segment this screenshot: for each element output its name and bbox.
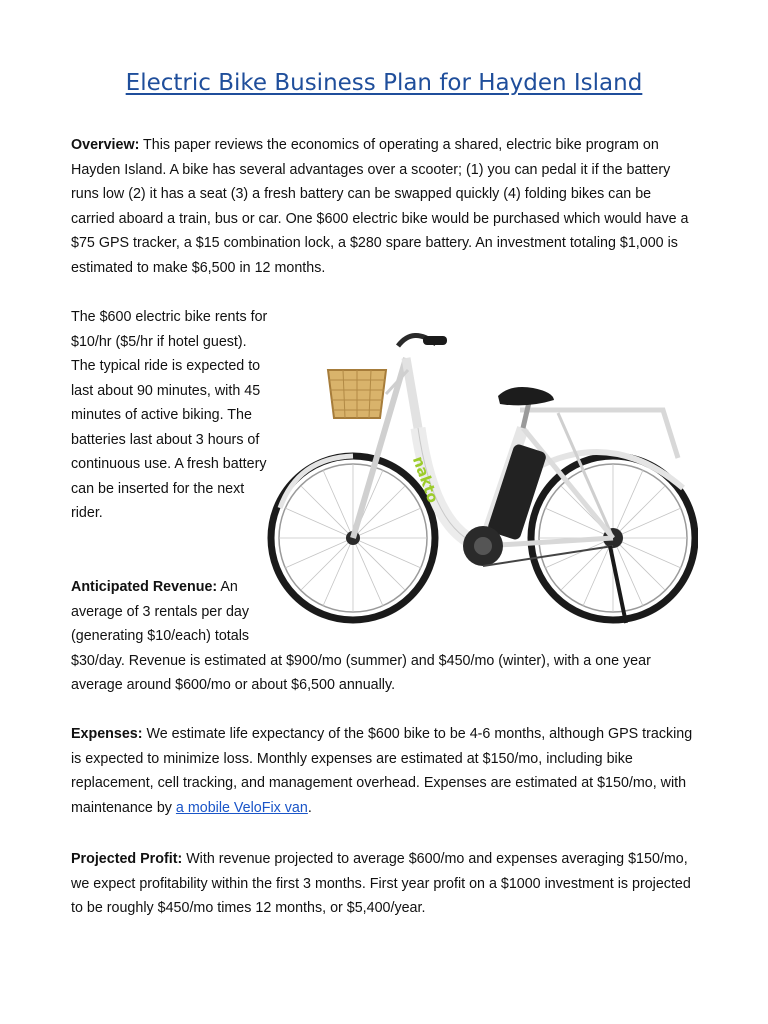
bike-rental-paragraph: The $600 electric bike rents for $10/hr ($5/hr if hotel guest). The typical ride is expected to last about 90 minutes, with 45 minutes of active biking. The batteries last about 3 hours of continuous use. A fresh battery can be inserted for the next rider. [71,309,268,521]
profit-paragraph [71,847,696,921]
velofix-link[interactable]: a mobile VeloFix van [175,799,308,816]
revenue-intro [71,575,266,649]
revenue-paragraph [71,575,696,698]
overview-paragraph [71,133,696,280]
overview-text: This paper reviews the economics of operating a shared, electric bike program on Hayden Island. A bike has several advantages over a scooter; (1) you can pedal it if the battery runs low (2) it has a seat (3) a fresh battery can be swapped quickly (4) folding bikes can be carried aboard a train, bus or car. One $600 electric bike would be purchased which would have a $75 GPS tracker, a $15 combination lock, a $280 spare battery. An investment totaling $1,000 is estimated to make $6,500 in 12 months. [71,137,689,276]
revenue-text-rest: $30/day. Revenue is estimated at $900/mo (summer) and $450/mo (winter), with a one year average around $600/mo or about $6,500 annually. [71,652,651,693]
expenses-heading: Expenses: [71,726,143,742]
saddle [498,387,554,405]
revenue-heading: Anticipated Revenue: [71,579,218,595]
expenses-text-after: . [307,799,312,816]
expenses-paragraph [71,722,696,820]
profit-text: With revenue projected to average $600/mo and expenses averaging $150/mo, we expect profitability within the first 3 months. First year profit on a $1000 investment is projected to be roughly $450/mo times 12 months, or $5,400/year. [71,851,691,916]
brand-label: nakto [408,453,443,506]
revenue-text-narrow: An average of 3 rentals per day (generating $10/each) totals [71,579,250,644]
profit-heading: Projected Profit: [71,851,183,867]
document-title: Electric Bike Business Plan for Hayden Island [125,70,643,96]
expenses-text: We estimate life expectancy of the $600 bike to be 4-6 months, although GPS tracking is expected to minimize loss. Monthly expenses are estimated at $150/mo, including bike replacement, cell tracking, and management overhead. Expenses are estimated at $150/mo, with maintenance by [71,726,693,816]
overview-heading: Overview: [71,137,140,153]
